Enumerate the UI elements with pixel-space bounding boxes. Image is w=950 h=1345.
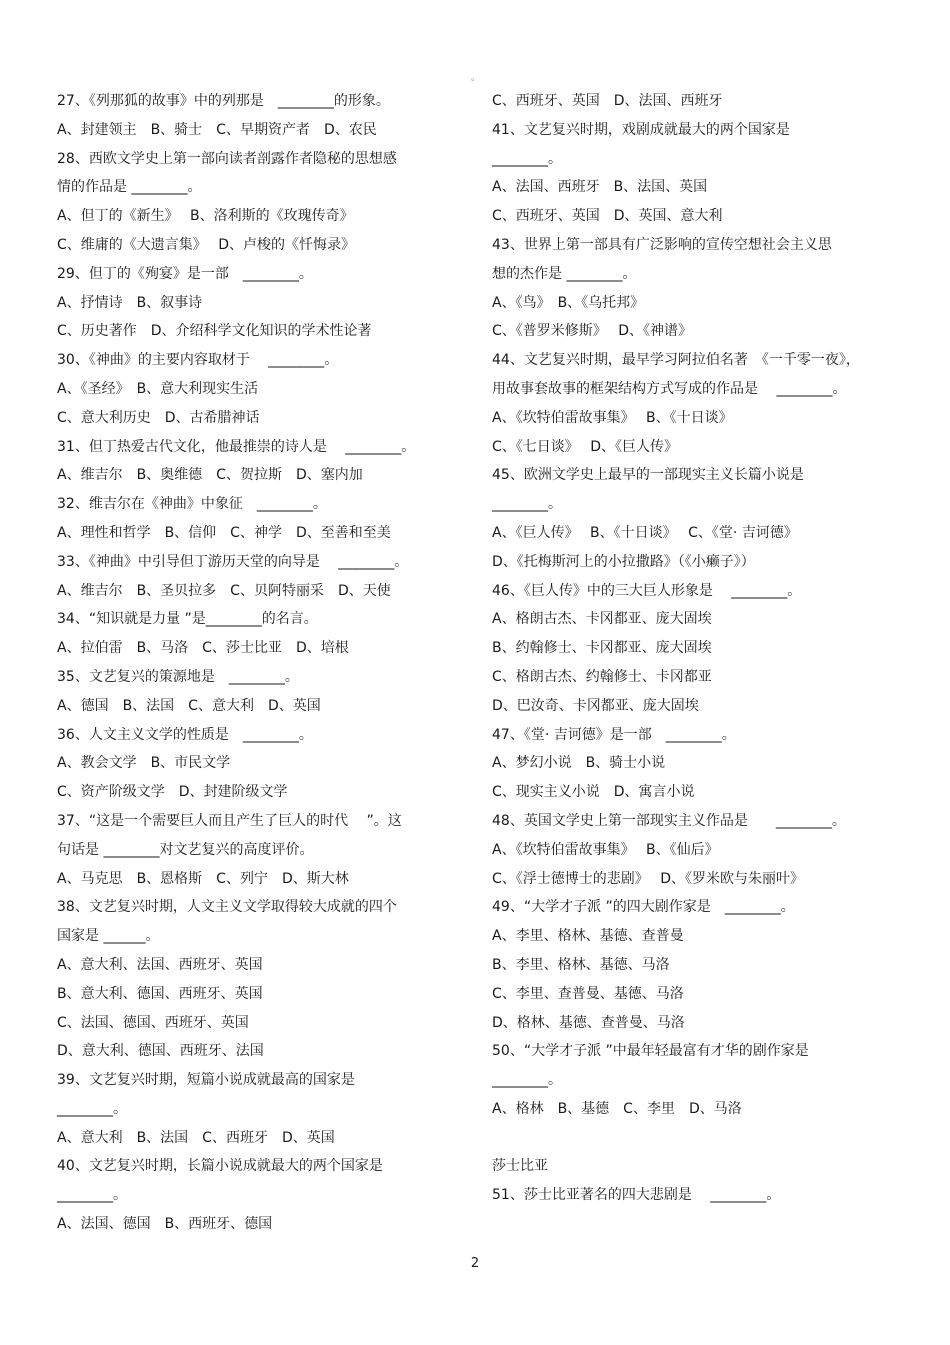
text-line: A、拉伯雷 B、马洛 C、莎士比亚 D、培根 xyxy=(57,640,349,657)
text-line: D、意大利、德国、西班牙、法国 xyxy=(57,1043,264,1060)
header-mark: 。 xyxy=(471,73,481,83)
right-column xyxy=(492,87,902,1210)
text-line: 39、文艺复兴时期，短篇小说成就最高的国家是 xyxy=(57,1072,355,1089)
text-line: A、教会文学 B、市民文学 xyxy=(57,755,231,772)
text-line: A、封建领主 B、骑士 C、早期资产者 D、农民 xyxy=(57,121,377,138)
text-line: 46、《巨人传》中的三大巨人形象是 ________。 xyxy=(492,582,802,599)
text-line: A、《坎特伯雷故事集》 B、《仙后》 xyxy=(492,841,719,858)
text-line: C、李里、查普曼、基德、马洛 xyxy=(492,985,684,1002)
text-line: 51、莎士比亚著名的四大悲剧是 ________。 xyxy=(492,1187,781,1204)
text-line: A、《鸟》 B、《乌托邦》 xyxy=(492,294,645,311)
text-line: 29、但丁的《殉宴》是一部 ________。 xyxy=(57,265,313,282)
text-line: A、梦幻小说 B、骑士小说 xyxy=(492,755,666,772)
text-line: A、《圣经》 B、意大利现实生活 xyxy=(57,380,259,397)
text-line: B、意大利、德国、西班牙、英国 xyxy=(57,985,263,1002)
text-line: 30、《神曲》的主要内容取材于 ________。 xyxy=(57,352,339,369)
text-line: 48、英国文学史上第一部现实主义作品是 ________。 xyxy=(492,812,846,829)
page-number: 2 xyxy=(470,1256,480,1271)
text-line: 32、维吉尔在《神曲》中象征 ________。 xyxy=(57,496,327,513)
text-line: A、格林 B、基德 C、李里 D、马洛 xyxy=(492,1100,742,1117)
text-line: 44、文艺复兴时期，最早学习阿拉伯名著 《一千零一夜》， xyxy=(492,352,860,369)
text-line: A、意大利 B、法国 C、西班牙 D、英国 xyxy=(57,1129,335,1146)
text-line: C、《浮士德博士的悲剧》 D、《罗米欧与朱丽叶》 xyxy=(492,870,805,887)
text-line: C、资产阶级文学 D、封建阶级文学 xyxy=(57,784,288,801)
text-line: A、马克思 B、恩格斯 C、列宁 D、斯大林 xyxy=(57,870,349,887)
text-line: C、意大利历史 D、古希腊神话 xyxy=(57,409,260,426)
text-line: A、维吉尔 B、奥维德 C、贺拉斯 D、塞内加 xyxy=(57,467,363,484)
left-column xyxy=(57,87,467,1239)
text-line: C、维庸的《大遗言集》 D、卢梭的《忏悔录》 xyxy=(57,236,356,253)
text-line: ________。 xyxy=(492,1072,562,1089)
text-line: 句话是 ________对文艺复兴的高度评价。 xyxy=(57,841,314,858)
text-line: D、《托梅斯河上的小拉撒路》（《小癞子》） xyxy=(492,553,755,570)
text-line: B、约翰修士、卡冈都亚、庞大固埃 xyxy=(492,640,712,657)
text-line: 情的作品是 ________。 xyxy=(57,179,202,196)
text-line: A、抒情诗 B、叙事诗 xyxy=(57,294,203,311)
text-line: A、《坎特伯雷故事集》 B、《十日谈》 xyxy=(492,409,733,426)
text-line: B、李里、格林、基德、马洛 xyxy=(492,956,670,973)
text-line: A、法国、德国 B、西班牙、德国 xyxy=(57,1216,273,1233)
text-line: C、法国、德国、西班牙、英国 xyxy=(57,1014,249,1031)
text-line xyxy=(492,1124,902,1153)
text-line: A、理性和哲学 B、信仰 C、神学 D、至善和至美 xyxy=(57,524,391,541)
text-line: 50、“大学才子派 ”中最年轻最富有才华的剧作家是 xyxy=(492,1043,809,1060)
text-line: 45、欧洲文学史上最早的一部现实主义长篇小说是 xyxy=(492,467,804,484)
text-line: 35、文艺复兴的策源地是 ________。 xyxy=(57,668,299,685)
text-line: A、格朗古杰、卡冈都亚、庞大固埃 xyxy=(492,611,712,628)
text-line: 38、文艺复兴时期，人文主义文学取得较大成就的四个 xyxy=(57,899,397,916)
text-line: 34、“知识就是力量 ”是________的名言。 xyxy=(57,611,318,628)
text-line: C、西班牙、英国 D、英国、意大利 xyxy=(492,208,723,225)
text-line: C、《七日谈》 D、《巨人传》 xyxy=(492,438,679,455)
text-line: A、李里、格林、基德、查普曼 xyxy=(492,928,684,945)
text-line: A、但丁的《新生》 B、洛利斯的《玫瑰传奇》 xyxy=(57,208,354,225)
text-line: C、格朗古杰、约翰修士、卡冈都亚 xyxy=(492,668,712,685)
text-line: D、格林、基德、查普曼、马洛 xyxy=(492,1014,685,1031)
text-line: 想的杰作是 ________。 xyxy=(492,265,637,282)
text-line: 用故事套故事的框架结构方式写成的作品是 ________。 xyxy=(492,380,847,397)
text-line: 33、《神曲》中引导但丁游历天堂的向导是 ________。 xyxy=(57,553,409,570)
text-line: 41、文艺复兴时期，戏剧成就最大的两个国家是 xyxy=(492,121,790,138)
text-line: D、巴汝奇、卡冈都亚、庞大固埃 xyxy=(492,697,699,714)
text-line: 28、西欧文学史上第一部向读者剖露作者隐秘的思想感 xyxy=(57,150,397,167)
text-line: 莎士比亚 xyxy=(492,1158,548,1175)
text-line: ________。 xyxy=(57,1187,127,1204)
text-line: 31、但丁热爱古代文化，他最推崇的诗人是 ________。 xyxy=(57,438,416,455)
text-line: C、《普罗米修斯》 D、《神谱》 xyxy=(492,323,693,340)
text-line: ________。 xyxy=(57,1100,127,1117)
text-line: 37、“这是一个需要巨人而且产生了巨人的时代 ”。这 xyxy=(57,812,402,829)
text-line: 40、文艺复兴时期，长篇小说成就最大的两个国家是 xyxy=(57,1158,383,1175)
text-line: C、西班牙、英国 D、法国、西班牙 xyxy=(492,93,723,109)
text-line: ________。 xyxy=(492,496,562,513)
text-line: 47、《堂· 吉诃德》是一部 ________。 xyxy=(492,726,736,743)
text-line: A、维吉尔 B、圣贝拉多 C、贝阿特丽采 D、天使 xyxy=(57,582,391,599)
text-line: A、意大利、法国、西班牙、英国 xyxy=(57,956,263,973)
text-line: C、现实主义小说 D、寓言小说 xyxy=(492,784,695,801)
text-line: A、法国、西班牙 B、法国、英国 xyxy=(492,179,708,196)
text-line: A、《巨人传》 B、《十日谈》 C、《堂· 吉诃德》 xyxy=(492,524,798,541)
text-line: 27、《列那狐的故事》中的列那是 ________的形象。 xyxy=(57,93,390,109)
text-line: ________。 xyxy=(492,150,562,167)
text-line: 43、世界上第一部具有广泛影响的宣传空想社会主义思 xyxy=(492,236,832,253)
text-line: 36、人文主义文学的性质是 ________。 xyxy=(57,726,313,743)
text-line: 49、“大学才子派 ”的四大剧作家是 ________。 xyxy=(492,899,795,916)
text-line: C、历史著作 D、介绍科学文化知识的学术性论著 xyxy=(57,323,372,340)
text-line: 国家是 ______。 xyxy=(57,928,160,945)
text-line: A、德国 B、法国 C、意大利 D、英国 xyxy=(57,697,321,714)
